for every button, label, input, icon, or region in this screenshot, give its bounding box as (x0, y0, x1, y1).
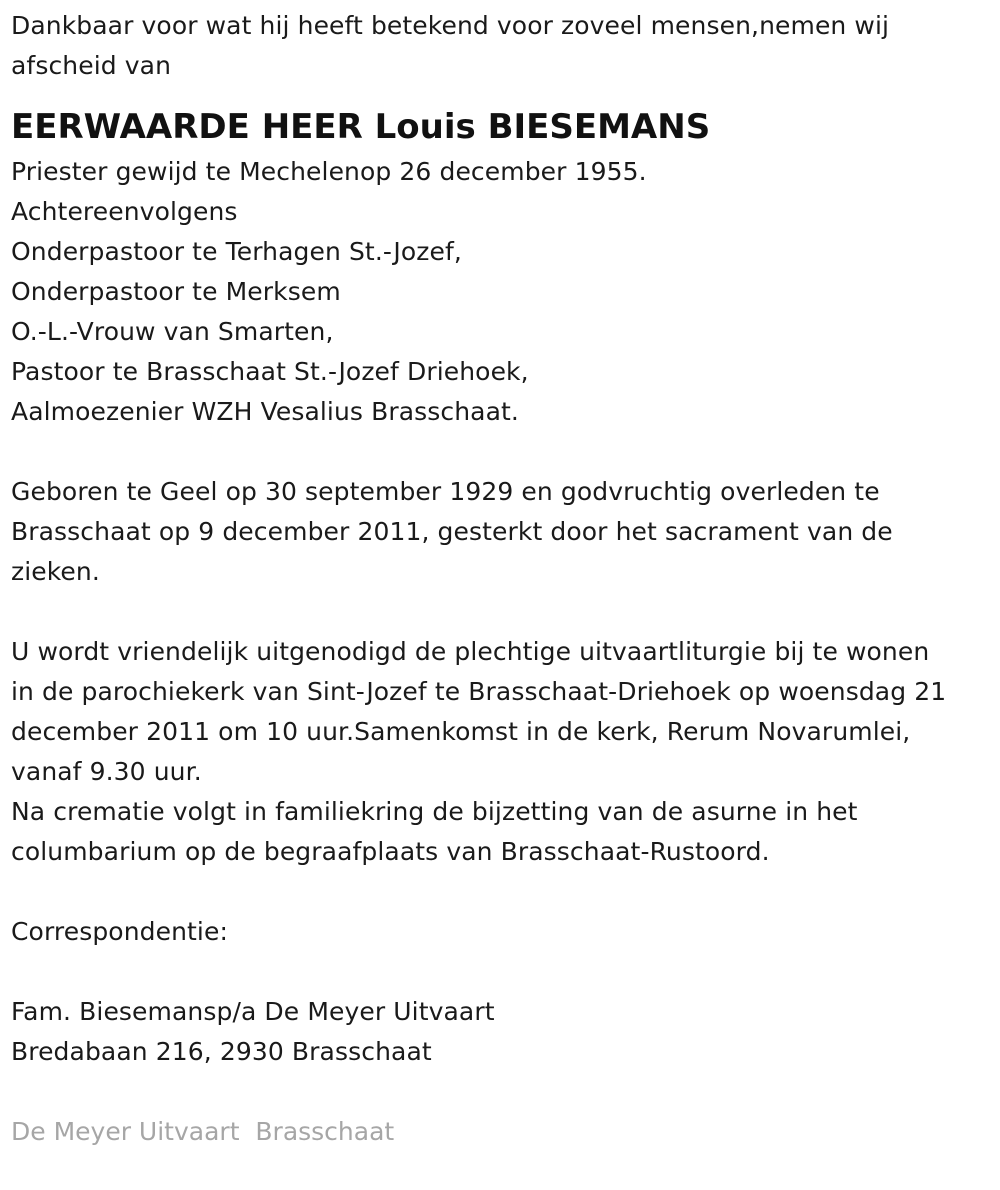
ceremony-line: Na crematie volgt in familiekring de bijzetting van de asurne in het (11, 797, 858, 826)
career-line: Priester gewijd te Mechelenop 26 december 1955. (11, 157, 647, 186)
address-block (11, 992, 1000, 1072)
career-line: Aalmoezenier WZH Vesalius Brasschaat. (11, 397, 519, 426)
birth-death-line: zieken. (11, 557, 100, 586)
spacer (11, 592, 1000, 632)
spacer (11, 1072, 1000, 1112)
address-line: Bredabaan 216, 2930 Brasschaat (11, 1037, 432, 1066)
address-line: Fam. Biesemansp/a De Meyer Uitvaart (11, 997, 495, 1026)
spacer (11, 952, 1000, 992)
spacer (11, 432, 1000, 472)
ceremony-line: columbarium op de begraafplaats van Brasschaat-Rustoord. (11, 837, 770, 866)
ceremony-text (11, 632, 1000, 872)
spacer (11, 872, 1000, 912)
career-line: Onderpastoor te Merksem (11, 277, 341, 306)
correspondence-label: Correspondentie: (11, 917, 228, 946)
intro-text (11, 6, 1000, 86)
career-line: O.-L.-Vrouw van Smarten, (11, 317, 334, 346)
birth-death-line: Geboren te Geel op 30 september 1929 en godvruchtig overleden te (11, 477, 880, 506)
ceremony-line: december 2011 om 10 uur.Samenkomst in de kerk, Rerum Novarumlei, (11, 717, 911, 746)
career-text (11, 152, 1000, 432)
birth-death-line: Brasschaat op 9 december 2011, gesterkt door het sacrament van de (11, 517, 893, 546)
ceremony-line: U wordt vriendelijk uitgenodigd de plechtige uitvaartliturgie bij te wonen (11, 637, 930, 666)
funeral-home-footer: De Meyer Uitvaart Brasschaat (11, 1117, 395, 1146)
intro-line: Dankbaar voor wat hij heeft betekend voor zoveel mensen,nemen wij (11, 11, 890, 40)
career-line: Pastoor te Brasschaat St.-Jozef Driehoek, (11, 357, 529, 386)
ceremony-line: vanaf 9.30 uur. (11, 757, 202, 786)
career-line: Onderpastoor te Terhagen St.-Jozef, (11, 237, 462, 266)
intro-line: afscheid van (11, 51, 172, 80)
birth-death-text (11, 472, 1000, 592)
ceremony-line: in de parochiekerk van Sint-Jozef te Brasschaat-Driehoek op woensdag 21 (11, 677, 947, 706)
deceased-name: EERWAARDE HEER Louis BIESEMANS (11, 107, 711, 147)
career-line: Achtereenvolgens (11, 197, 238, 226)
